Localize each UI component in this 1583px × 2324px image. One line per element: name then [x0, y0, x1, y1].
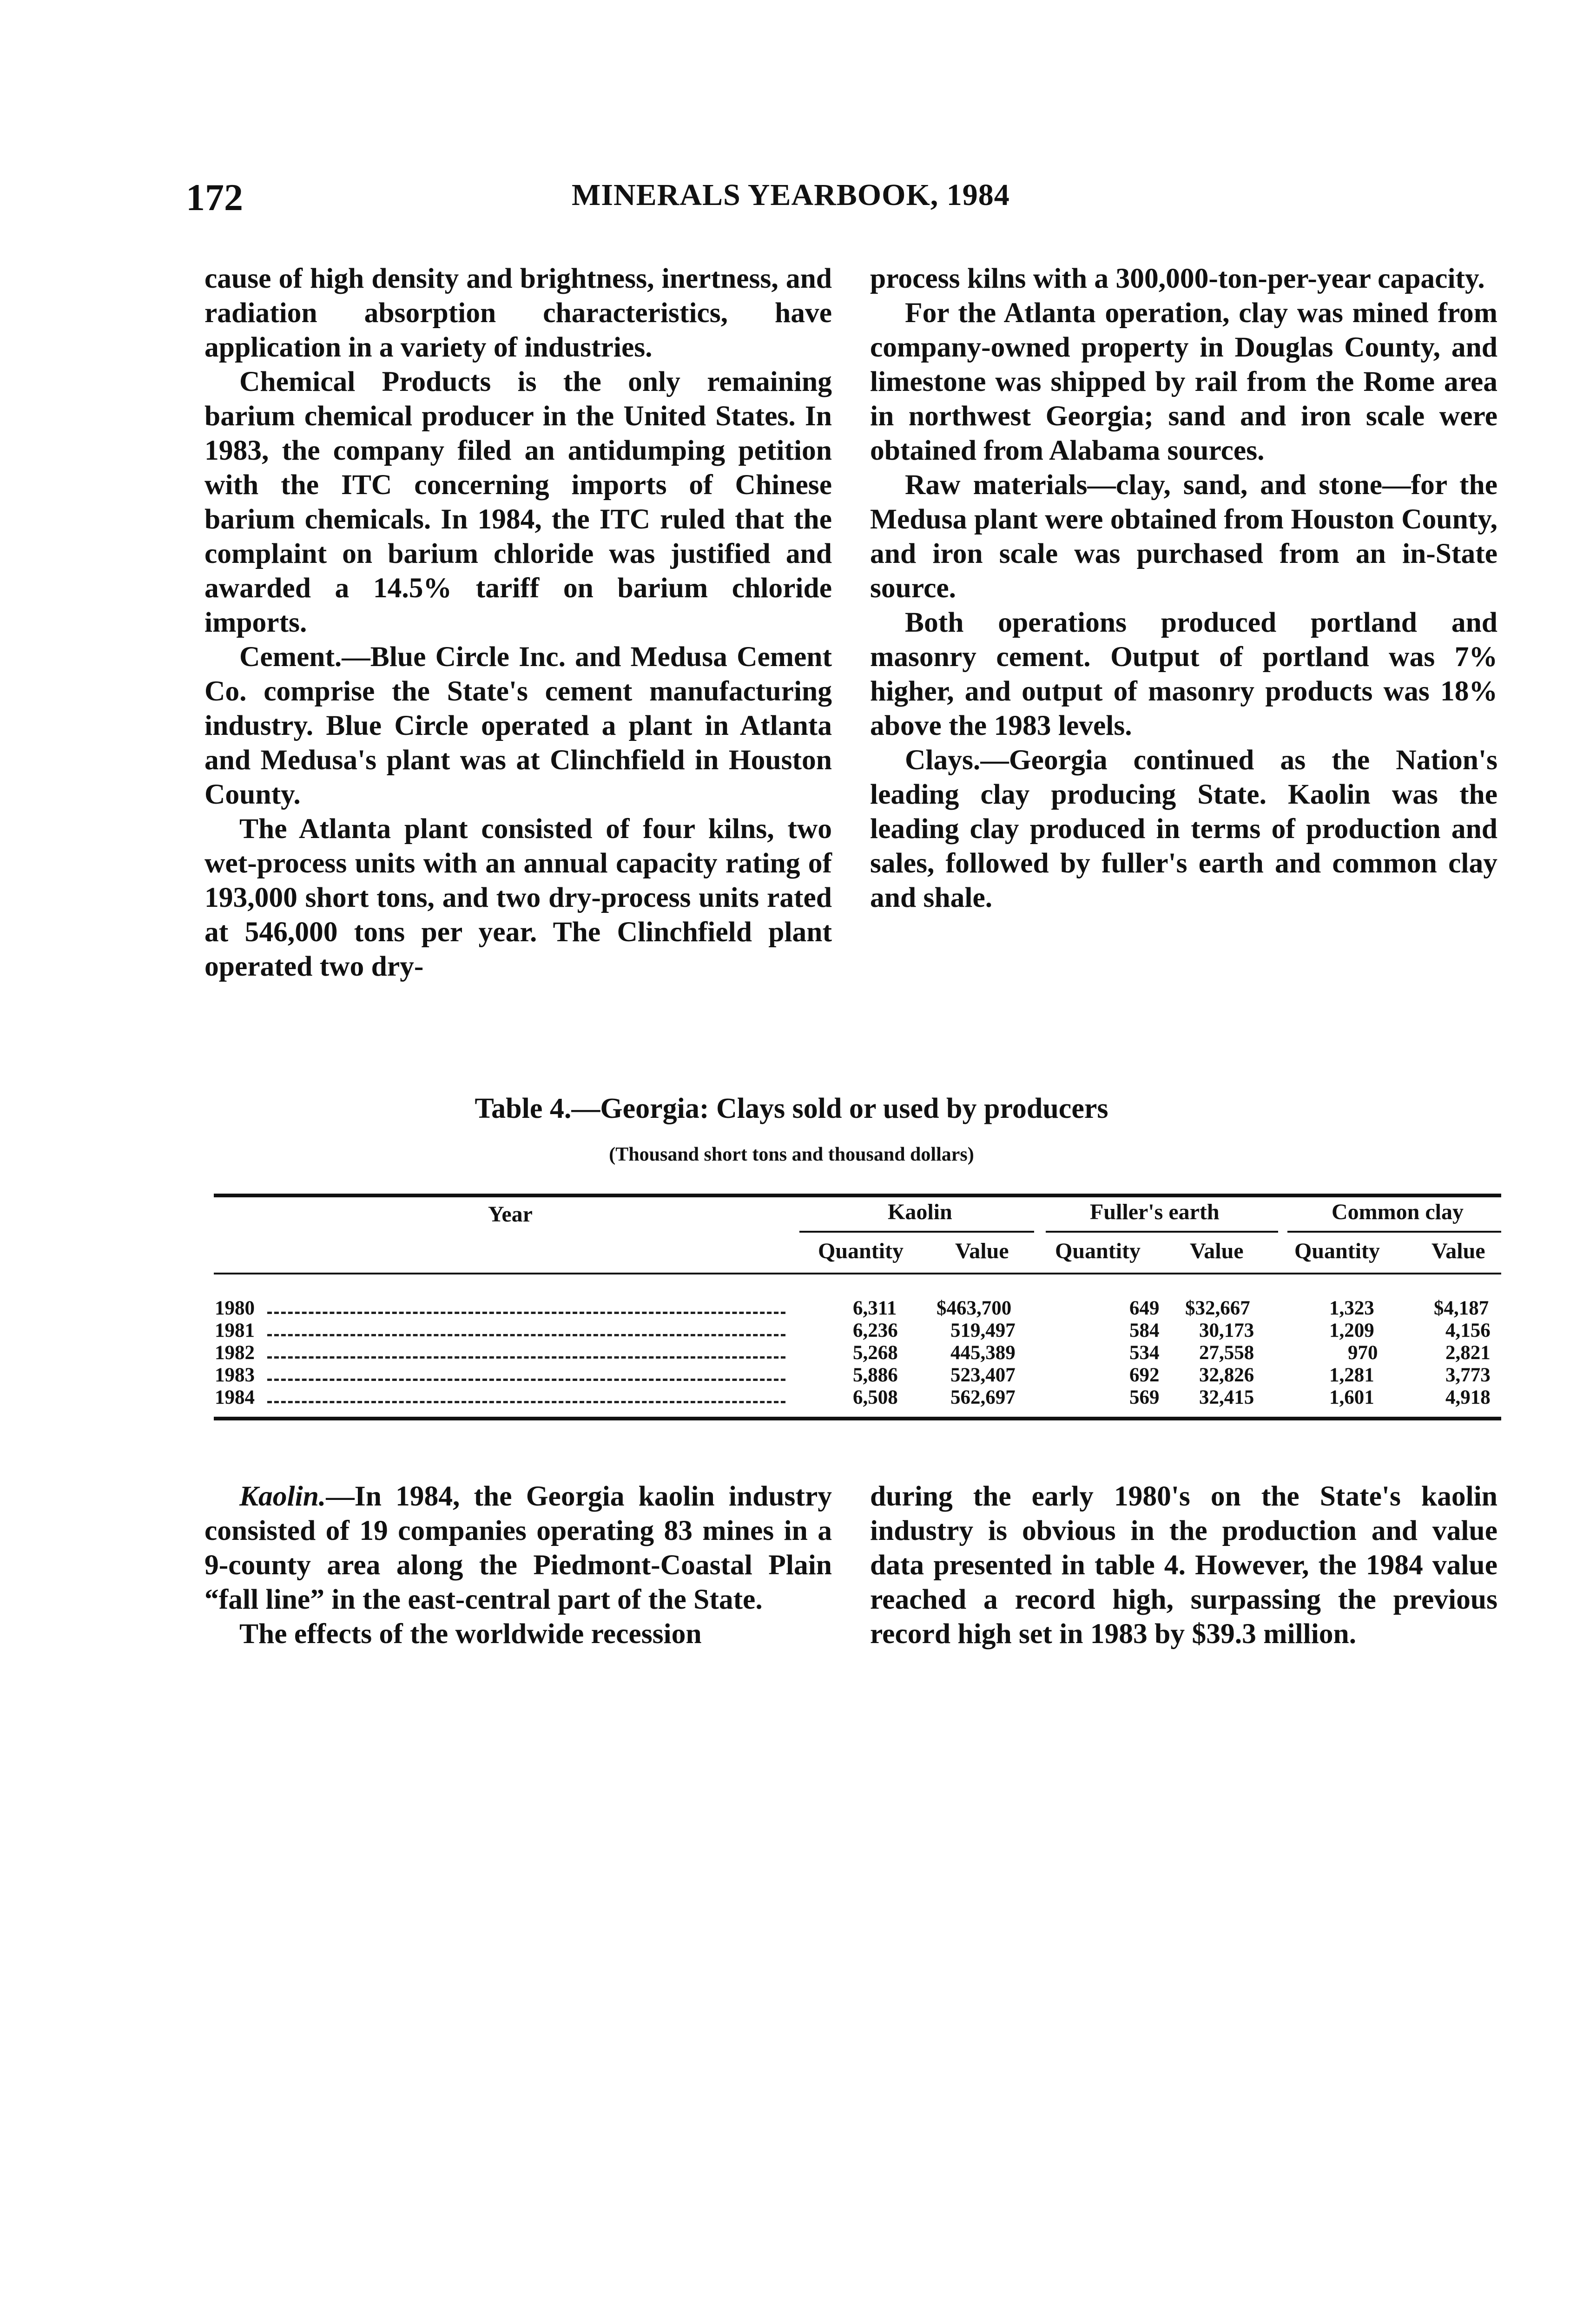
table-title: Table 4.—Georgia: Clays sold or used by producers — [475, 1093, 1108, 1124]
paragraph-atlanta-operation: For the Atlanta operation, clay was mined from company-owned property in Douglas County, and limestone was shipped by rail from the Rome area in northwest Georgia; sand and iron scale were obtained from Alabama sources. — [870, 297, 1497, 466]
cell-fullers-value: 27,558 — [1199, 1342, 1254, 1364]
row-leader — [267, 1379, 785, 1381]
row-year-1982: 1982 — [215, 1342, 255, 1364]
cell-kaolin-value: 523,407 — [950, 1364, 1016, 1386]
cell-common-quantity: 1,323 — [1329, 1297, 1374, 1319]
cell-fullers-quantity: 534 — [1129, 1342, 1160, 1364]
cell-fullers-quantity: 569 — [1129, 1386, 1160, 1408]
text-column-lower-left — [204, 1479, 832, 1651]
paragraph-chemical-products: Chemical Products is the only remaining barium chemical producer in the United States. In 1983, the company filed an antidumping petition with the ITC concerning imports of Chinese barium chemicals. In 1984, the ITC ruled that the complaint on barium chloride was justified and awarded a 14.5% tariff on barium chloride imports. — [204, 366, 832, 638]
cell-fullers-quantity: 692 — [1129, 1364, 1160, 1386]
cell-kaolin-quantity: 6,236 — [853, 1320, 898, 1341]
run-in-heading-kaolin: Kaolin. — [239, 1480, 326, 1512]
cell-common-value: 3,773 — [1445, 1364, 1491, 1386]
paragraph-cement — [204, 640, 832, 812]
paragraph-recession: The effects of the worldwide recession — [239, 1618, 702, 1650]
cell-kaolin-quantity: 6,311 — [853, 1297, 897, 1319]
cell-kaolin-value: $463,700 — [937, 1297, 1012, 1319]
table-bottom-rule — [214, 1417, 1501, 1420]
group-rule-fullers-earth — [1046, 1231, 1278, 1233]
paragraph-recession-continued: during the early 1980's on the State's kaolin industry is obvious in the production and value data presented in table 4. However, the 1984 value reached a record high, surpassing the previous record high set in 1983 by $39.3 million. — [870, 1480, 1497, 1650]
paragraph-cement-text: —Blue Circle Inc. and Medusa Cement Co. comprise the State's cement manufacturing industry. Blue Circle operated a plant in Atlanta and Medusa's plant was at Clinchfield in Houston County. — [204, 641, 832, 810]
paragraph-kaolin-text: —In 1984, the Georgia kaolin industry consisted of 19 companies operating 83 mines in a 9-county area along the Piedmont-Coastal Plain “fall line” in the east-central part of the State. — [204, 1480, 832, 1615]
cell-common-value: 2,821 — [1445, 1342, 1491, 1364]
cell-fullers-value: $32,667 — [1185, 1297, 1250, 1319]
cell-kaolin-quantity: 5,886 — [853, 1364, 898, 1386]
cell-fullers-value: 32,826 — [1199, 1364, 1254, 1386]
cell-common-value: $4,187 — [1434, 1297, 1489, 1319]
row-year-1981: 1981 — [215, 1320, 255, 1341]
group-header-kaolin: Kaolin — [888, 1200, 952, 1224]
paragraph-kilns-capacity: process kilns with a 300,000-ton-per-year capacity. — [870, 263, 1485, 294]
paragraph-both-operations: Both operations produced portland and masonry cement. Output of portland was 7% higher, and output of masonry products was 18% above the 1983 levels. — [870, 607, 1497, 741]
table-subtitle: (Thousand short tons and thousand dollars) — [609, 1144, 974, 1165]
row-leader — [267, 1334, 785, 1336]
cell-kaolin-quantity: 5,268 — [853, 1342, 898, 1364]
paragraph-clays-text: —Georgia continued as the Nation's leading clay producing State. Kaolin was the leading clay produced in terms of production and sales, followed by fuller's earth and common clay and shale. — [870, 744, 1497, 913]
header-year: Year — [488, 1202, 533, 1227]
subheader-kaolin-quantity: Quantity — [818, 1239, 904, 1263]
paragraph-barium-continued: cause of high density and brightness, inertness, and radiation absorption characteristics, have application in a variety of industries. — [204, 263, 832, 363]
subheader-fullers-value: Value — [1190, 1239, 1244, 1263]
cell-kaolin-value: 445,389 — [950, 1342, 1016, 1364]
group-header-fullers-earth: Fuller's earth — [1090, 1200, 1220, 1224]
group-rule-common-clay — [1287, 1231, 1501, 1233]
table-top-rule — [214, 1194, 1501, 1197]
text-column-lower-right — [870, 1479, 1497, 1651]
run-in-heading-clays: Clays. — [905, 744, 981, 776]
text-column-upper-right — [870, 261, 1497, 915]
cell-common-value: 4,156 — [1445, 1320, 1491, 1341]
cell-fullers-value: 30,173 — [1199, 1320, 1254, 1341]
cell-kaolin-quantity: 6,508 — [853, 1386, 898, 1408]
cell-kaolin-value: 519,497 — [950, 1320, 1016, 1341]
paragraph-raw-materials: Raw materials—clay, sand, and stone—for the Medusa plant were obtained from Houston County, and iron scale was purchased from an in-State source. — [870, 469, 1497, 604]
text-column-upper-left — [204, 261, 832, 984]
row-year-1983: 1983 — [215, 1364, 255, 1386]
row-year-1984: 1984 — [215, 1386, 255, 1408]
group-header-common-clay: Common clay — [1332, 1200, 1464, 1224]
subheader-fullers-quantity: Quantity — [1055, 1239, 1141, 1263]
row-leader — [267, 1356, 785, 1359]
subheader-common-quantity: Quantity — [1294, 1239, 1380, 1263]
row-leader — [267, 1312, 785, 1314]
cell-common-quantity: 970 — [1348, 1342, 1378, 1364]
run-in-heading-cement: Cement. — [239, 641, 342, 673]
cell-common-value: 4,918 — [1445, 1386, 1491, 1408]
cell-fullers-quantity: 649 — [1129, 1297, 1160, 1319]
page-number: 172 — [186, 176, 243, 218]
group-rule-kaolin — [799, 1231, 1034, 1233]
paragraph-atlanta-plant: The Atlanta plant consisted of four kilns, two wet-process units with an annual capacity rating of 193,000 short tons, and two dry-process units rated at 546,000 tons per year. The Clinchfield plant operated two dry- — [204, 813, 832, 982]
subheader-kaolin-value: Value — [955, 1239, 1009, 1263]
paragraph-kaolin — [204, 1479, 832, 1617]
cell-common-quantity: 1,601 — [1329, 1386, 1374, 1408]
cell-common-quantity: 1,281 — [1329, 1364, 1374, 1386]
row-leader — [267, 1401, 785, 1403]
table-header-rule — [214, 1273, 1501, 1274]
paragraph-clays — [870, 743, 1497, 915]
cell-kaolin-value: 562,697 — [950, 1386, 1016, 1408]
subheader-common-value: Value — [1431, 1239, 1485, 1263]
running-head: MINERALS YEARBOOK, 1984 — [572, 178, 1010, 212]
row-year-1980: 1980 — [215, 1297, 255, 1319]
cell-fullers-quantity: 584 — [1129, 1320, 1160, 1341]
cell-fullers-value: 32,415 — [1199, 1386, 1254, 1408]
cell-common-quantity: 1,209 — [1329, 1320, 1374, 1341]
